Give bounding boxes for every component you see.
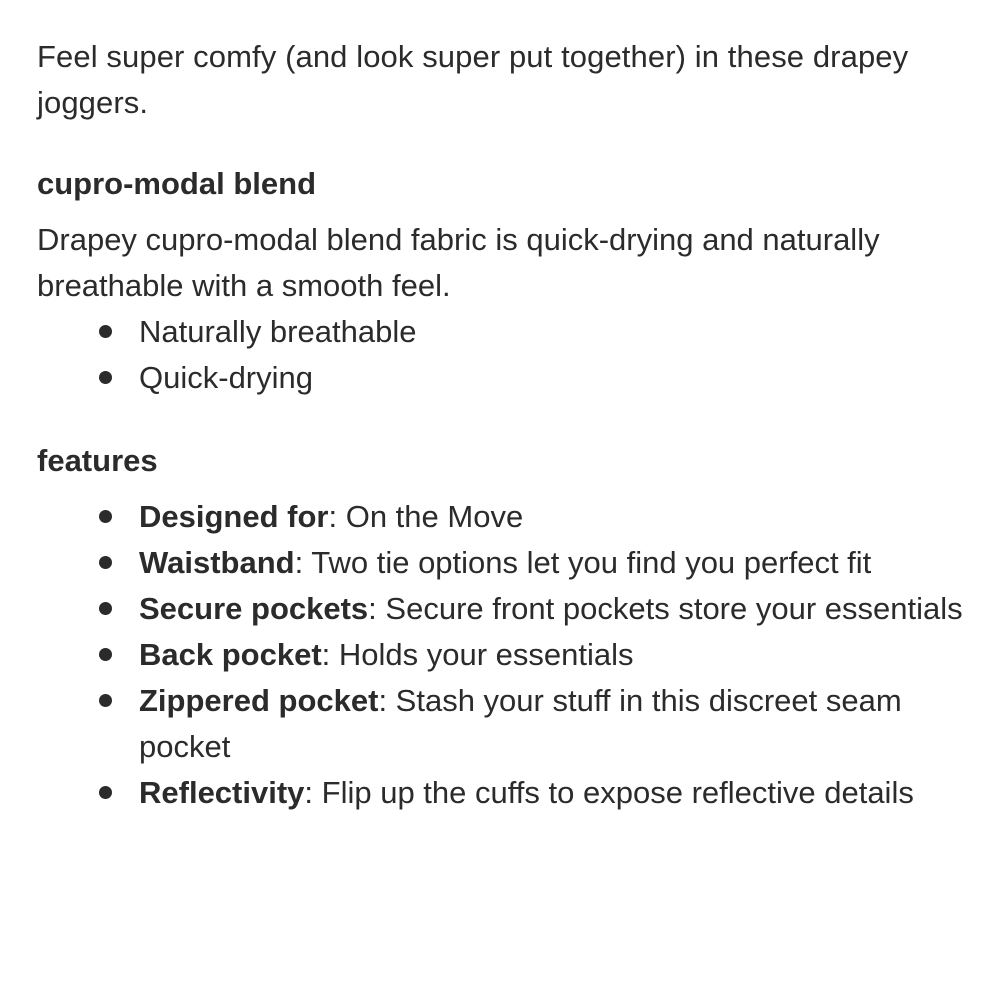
feature-text: Stash your stuff in this discreet seam pocket: [139, 683, 902, 764]
bullet-dot-icon: [99, 602, 112, 615]
feature-item: [37, 540, 964, 586]
feature-item: [37, 678, 964, 770]
feature-term: Secure pockets: [139, 591, 369, 626]
fabric-description: Drapey cupro-modal blend fabric is quick-drying and naturally breathable with a smooth feel.: [37, 222, 880, 303]
feature-text: Holds your essentials: [338, 637, 634, 672]
bullet-dot-icon: [99, 371, 112, 384]
features-heading: features: [37, 443, 158, 478]
list-item: [37, 355, 964, 401]
feature-item: [37, 494, 964, 540]
feature-text: Two tie options let you find you perfect fit: [311, 545, 872, 580]
feature-separator: :: [321, 637, 339, 672]
feature-item: [37, 632, 964, 678]
feature-text: On the Move: [345, 499, 524, 534]
feature-text: Flip up the cuffs to expose reflective details: [321, 775, 914, 810]
feature-item: [37, 770, 964, 816]
list-item: [37, 309, 964, 355]
list-item-text: Naturally breathable: [139, 314, 417, 349]
feature-separator: :: [328, 499, 346, 534]
bullet-dot-icon: [99, 648, 112, 661]
feature-separator: :: [294, 545, 312, 580]
feature-separator: :: [304, 775, 322, 810]
feature-term: Back pocket: [139, 637, 322, 672]
feature-term: Designed for: [139, 499, 329, 534]
feature-term: Waistband: [139, 545, 295, 580]
feature-term: Zippered pocket: [139, 683, 379, 718]
feature-text: Secure front pockets store your essentials: [385, 591, 963, 626]
feature-separator: :: [368, 591, 386, 626]
features-list: [37, 494, 964, 816]
bullet-dot-icon: [99, 786, 112, 799]
feature-item: [37, 586, 964, 632]
feature-separator: :: [378, 683, 396, 718]
bullet-dot-icon: [99, 694, 112, 707]
list-item-text: Quick-drying: [139, 360, 313, 395]
bullet-dot-icon: [99, 325, 112, 338]
feature-term: Reflectivity: [139, 775, 305, 810]
fabric-bullet-list: [37, 309, 964, 401]
intro-text: Feel super comfy (and look super put together) in these drapey joggers.: [37, 39, 909, 120]
fabric-heading: cupro-modal blend: [37, 166, 316, 201]
bullet-dot-icon: [99, 510, 112, 523]
bullet-dot-icon: [99, 556, 112, 569]
